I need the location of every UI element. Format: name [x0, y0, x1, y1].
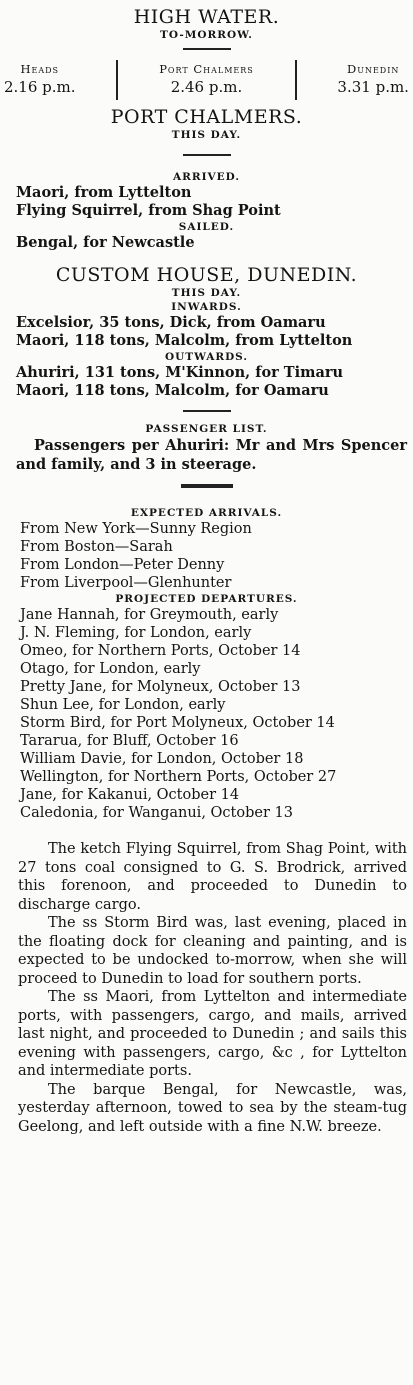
- port-chalmers-subtitle: THIS DAY.: [171, 129, 242, 141]
- list-item: Maori, 118 tons, Malcolm, from Lyttelton: [16, 332, 353, 349]
- passenger-list-section: [0, 422, 413, 474]
- high-water-times: [0, 60, 413, 100]
- port-chalmers-section: [0, 106, 413, 252]
- list-item: Maori, 118 tons, Malcolm, for Oamaru: [16, 382, 329, 399]
- list-item: Bengal, for Newcastle: [16, 234, 195, 251]
- divider: [181, 484, 233, 488]
- list-item: Omeo, for Northern Ports, October 14: [20, 643, 301, 659]
- custom-house-title: CUSTOM HOUSE, DUNEDIN.: [55, 264, 358, 286]
- list-item: Caledonia, for Wanganui, October 13: [20, 805, 293, 821]
- high-water-subtitle: TO-MORROW.: [160, 29, 253, 41]
- custom-house-subtitle: THIS DAY.: [171, 287, 242, 299]
- tide-port-chalmers: Port Chalmers 2.46 p.m.: [159, 62, 254, 96]
- list-item: From New York—Sunny Region: [20, 521, 252, 537]
- projected-departures-title: PROJECTED DEPARTURES.: [115, 593, 298, 605]
- list-item: Jane, for Kakanui, October 14: [20, 787, 240, 803]
- port-chalmers-title: PORT CHALMERS.: [110, 106, 303, 128]
- list-item: Jane Hannah, for Greymouth, early: [20, 607, 279, 623]
- column-separator: [295, 60, 297, 100]
- passenger-list-title: PASSENGER LIST.: [145, 423, 268, 435]
- list-item: From Boston—Sarah: [20, 539, 173, 555]
- sailed-label: SAILED.: [178, 221, 235, 233]
- list-item: Shun Lee, for London, early: [20, 697, 226, 713]
- inwards-label: INWARDS.: [171, 301, 242, 313]
- list-item: Wellington, for Northern Ports, October 27: [20, 769, 337, 785]
- high-water-title: HIGH WATER.: [133, 6, 280, 28]
- divider: [183, 410, 231, 412]
- tide-heads: Heads 2.16 p.m.: [4, 62, 76, 96]
- list-item: Pretty Jane, for Molyneux, October 13: [20, 679, 301, 695]
- list-item: Flying Squirrel, from Shag Point: [16, 202, 281, 219]
- tide-dunedin: Dunedin 3.31 p.m.: [337, 62, 409, 96]
- list-item: Otago, for London, early: [20, 661, 201, 677]
- divider: [183, 154, 231, 156]
- news-section: [0, 840, 413, 1136]
- list-item: Storm Bird, for Port Molyneux, October 14: [20, 715, 335, 731]
- expected-arrivals-title: EXPECTED ARRIVALS.: [130, 507, 283, 519]
- arrived-label: ARRIVED.: [172, 171, 241, 183]
- outwards-label: OUTWARDS.: [164, 351, 249, 363]
- list-item: Tararua, for Bluff, October 16: [20, 733, 239, 749]
- projected-departures-section: [0, 592, 413, 822]
- expected-arrivals-section: [0, 506, 413, 592]
- high-water-section: [0, 0, 413, 100]
- list-item: Maori, from Lyttelton: [16, 184, 192, 201]
- list-item: William Davie, for London, October 18: [20, 751, 304, 767]
- list-item: J. N. Fleming, for London, early: [20, 625, 252, 641]
- custom-house-section: [0, 264, 413, 400]
- news-paragraph: The ketch Flying Squirrel, from Shag Point, with 27 tons coal consigned to G. S. Brodrick, arrived this forenoon, and proceeded to Dunedin to discharge cargo.: [18, 841, 407, 913]
- passenger-list-text: Passengers per Ahuriri: Mr and Mrs Spencer and family, and 3 in steerage.: [16, 437, 407, 473]
- list-item: From Liverpool—Glenhunter: [20, 575, 232, 591]
- list-item: Ahuriri, 131 tons, M'Kinnon, for Timaru: [16, 364, 344, 381]
- news-paragraph: The ss Maori, from Lyttelton and intermediate ports, with passengers, cargo, and mails, arrived last night, and proceeded to Dunedin ; and sails this evening with passengers, cargo, &c , for Lyttelton and intermediate ports.: [18, 989, 407, 1079]
- list-item: From London—Peter Denny: [20, 557, 225, 573]
- news-paragraph: The barque Bengal, for Newcastle, was, yesterday afternoon, towed to sea by the steam-tug Geelong, and left outside with a fine N.W. breeze.: [18, 1081, 407, 1135]
- column-separator: [116, 60, 118, 100]
- divider: [183, 48, 231, 50]
- list-item: Excelsior, 35 tons, Dick, from Oamaru: [16, 314, 326, 331]
- news-paragraph: The ss Storm Bird was, last evening, placed in the floating dock for cleaning and painting, and is expected to be undocked to-morrow, when she will proceed to Dunedin to load for southern ports.: [18, 915, 407, 987]
